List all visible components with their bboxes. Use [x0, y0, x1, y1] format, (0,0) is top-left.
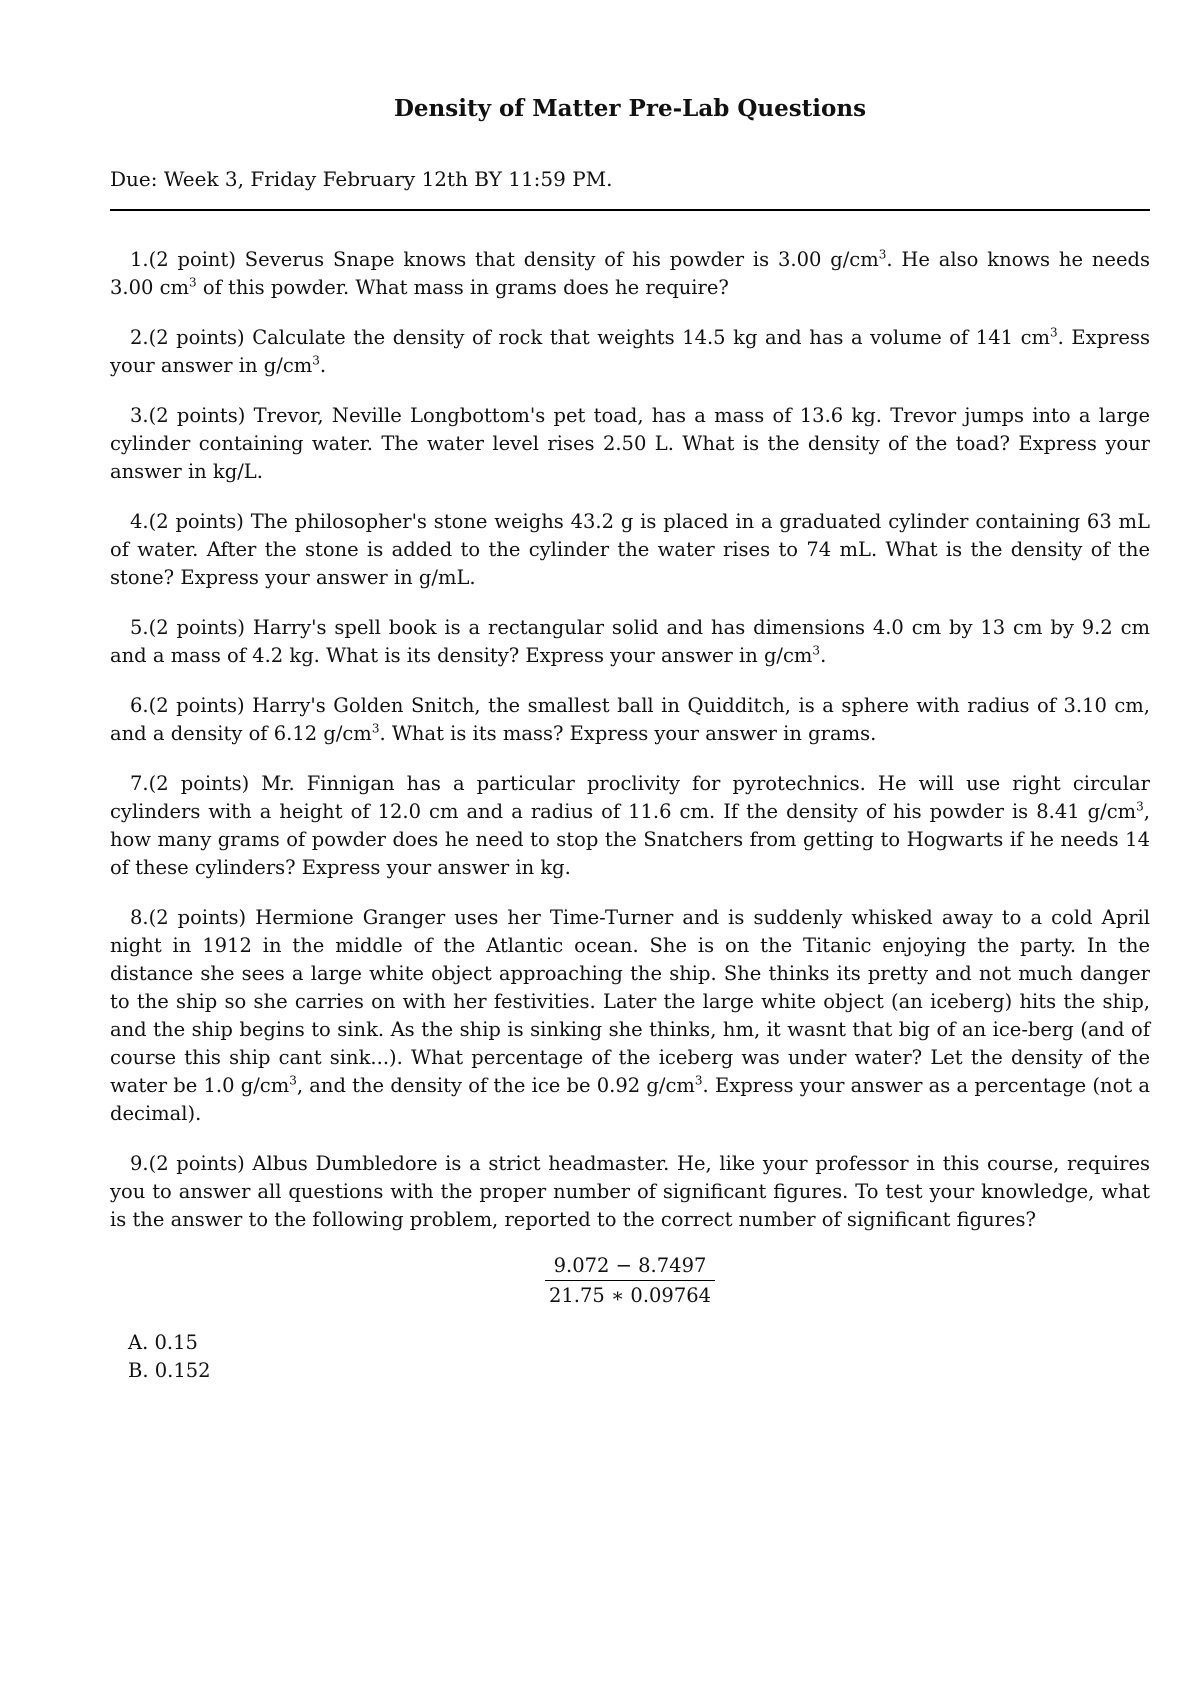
fraction-denominator: 21.75 ∗ 0.09764	[548, 1283, 712, 1307]
question-3: 3.(2 points) Trevor, Neville Longbottom's pet toad, has a mass of 13.6 kg. Trevor jumps into a large cylinder containing water. The water level rises 2.50 L. What is the density of the toad? Express your answer in kg/L.	[110, 404, 1150, 483]
page-title: Density of Matter Pre-Lab Questions	[393, 95, 867, 122]
fraction-expression	[545, 1254, 715, 1307]
due-date: Due: Week 3, Friday February 12th BY 11:59 PM.	[110, 167, 613, 191]
question-2: 2.(2 points) Calculate the density of rock that weights 14.5 kg and has a volume of 141 $cm^3$. Express your answer in $g/cm^3$.	[110, 325, 1150, 377]
question-8: 8.(2 points) Hermione Granger uses her Time-Turner and is suddenly whisked away to a cold April night in 1912 in the middle of the Atlantic ocean. She is on the Titanic enjoying the party. In the distance she sees a large white object approaching the ship. She thinks its pretty and not much danger to the ship so she carries on with her festivities. Later the large white object (an iceberg) hits the ship, and the ship begins to sink. As the ship is sinking she thinks, hm, it wasnt that big of an ice-berg (and of course this ship cant sink...). What percentage of the iceberg was under water? Let the density of the water be 1.0 $g/cm^3$, and the density of the ice be 0.92 $g/cm^3$. Express your answer as a percentage (not a decimal).	[110, 906, 1151, 1125]
answer-options	[110, 1329, 1150, 1385]
question-9: 9.(2 points) Albus Dumbledore is a strict headmaster. He, like your professor in this course, requires you to answer all questions with the proper number of significant figures. To test your knowledge, what is the answer to the following problem, reported to the correct number of significant figures?	[110, 1152, 1150, 1231]
question-1: 1.(2 point) Severus Snape knows that density of his powder is 3.00 $g/cm^3$. He also knows he needs 3.00 $cm^3$ of this powder. What mass in grams does he require?	[110, 247, 1150, 299]
document-page	[110, 95, 1150, 1385]
question-4: 4.(2 points) The philosopher's stone weighs 43.2 g is placed in a graduated cylinder containing 63 mL of water. After the stone is added to the cylinder the water rises to 74 mL. What is the density of the stone? Express your answer in g/mL.	[110, 510, 1150, 589]
option-b: B. 0.152	[128, 1358, 211, 1382]
question-7: 7.(2 points) Mr. Finnigan has a particular proclivity for pyrotechnics. He will use right circular cylinders with a height of 12.0 cm and a radius of 11.6 cm. If the density of his powder is 8.41 $g/cm^3$, how many grams of powder does he need to stop the Snatchers from getting to Hogwarts if he needs 14 of these cylinders? Express your answer in kg.	[110, 772, 1150, 879]
divider	[110, 209, 1150, 211]
question-6: 6.(2 points) Harry's Golden Snitch, the smallest ball in Quidditch, is a sphere with radius of 3.10 cm, and a density of 6.12 $g/cm^3$. What is its mass? Express your answer in grams.	[110, 694, 1150, 745]
fraction-numerator: 9.072 − 8.7497	[545, 1254, 715, 1281]
question-5: 5.(2 points) Harry's spell book is a rectangular solid and has dimensions 4.0 cm by 13 cm by 9.2 cm and a mass of 4.2 kg. What is its density? Express your answer in $g/cm^3$.	[110, 616, 1150, 667]
option-a: A. 0.15	[128, 1330, 198, 1354]
